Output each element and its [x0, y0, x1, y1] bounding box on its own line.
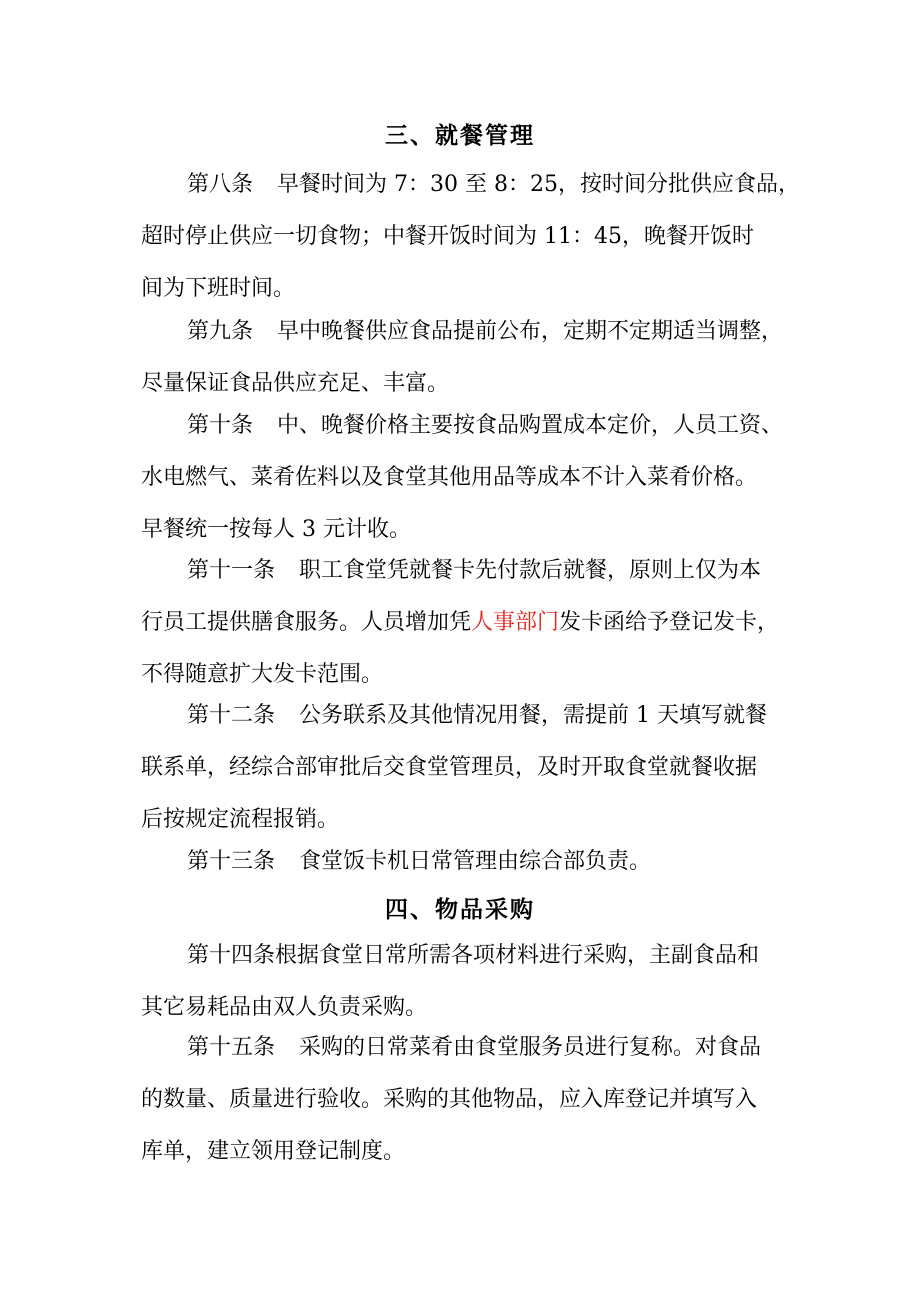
- article-10-text-1: 中、晚餐价格主要按食品购置成本定价，人员工资、: [277, 413, 784, 438]
- article-8-text-1: 早餐时间为 7：30 至 8：25，按时间分批供应食品，: [277, 172, 800, 197]
- article-8-label: 第八条: [187, 172, 254, 197]
- article-11-text-2a: 行员工提供膳食服务。人员增加凭: [141, 610, 472, 635]
- article-8-line-1: [141, 159, 801, 211]
- article-11-line-2: [141, 597, 801, 649]
- article-15-text-1: 采购的日常菜肴由食堂服务员进行复称。对食品: [299, 1035, 762, 1060]
- article-14-line-1: 第十四条根据食堂日常所需各项材料进行采购，主副食品和: [187, 943, 760, 968]
- article-11-text-1: 职工食堂凭就餐卡先付款后就餐，原则上仅为本: [299, 558, 762, 583]
- article-9-text-1: 早中晚餐供应食品提前公布，定期不定期适当调整，: [277, 319, 784, 344]
- section-heading-dining: 三、就餐管理: [385, 122, 535, 149]
- article-12-line-3: 后按规定流程报销。: [141, 807, 340, 832]
- article-9-line-2: 尽量保证食品供应充足、丰富。: [141, 371, 450, 396]
- article-10-line-2: 水电燃气、菜肴佐料以及食堂其他用品等成本不计入菜肴价格。: [141, 465, 758, 490]
- article-15-label: 第十五条: [187, 1035, 276, 1060]
- article-15: [141, 1022, 801, 1178]
- article-12-line-1: [141, 690, 801, 742]
- article-11-line-1: [141, 545, 801, 597]
- article-12-text-1: 公务联系及其他情况用餐，需提前 1 天填写就餐: [299, 703, 768, 728]
- article-14-line-2: 其它易耗品由双人负责采购。: [141, 995, 428, 1020]
- article-11-label: 第十一条: [187, 558, 276, 583]
- article-12-label: 第十二条: [187, 703, 276, 728]
- article-13-label: 第十三条: [187, 849, 276, 874]
- article-13-text-1: 食堂饭卡机日常管理由综合部负责。: [299, 849, 652, 874]
- article-11-line-3: 不得随意扩大发卡范围。: [141, 662, 384, 687]
- section-heading-procurement: 四、物品采购: [385, 896, 535, 923]
- article-13-line-1: [141, 836, 801, 888]
- article-15-line-3: 库单，建立领用登记制度。: [141, 1139, 406, 1164]
- article-9-label: 第九条: [187, 319, 254, 344]
- article-9: [141, 306, 801, 410]
- article-8: [141, 159, 801, 315]
- article-8-line-3: 间为下班时间。: [141, 276, 296, 301]
- article-10: [141, 400, 801, 556]
- article-15-line-2: 的数量、质量进行验收。采购的其他物品，应入库登记并填写入: [141, 1087, 758, 1112]
- article-12-line-2: 联系单，经综合部审批后交食堂管理员，及时开取食堂就餐收据: [141, 755, 758, 780]
- article-11: [141, 545, 801, 701]
- article-14: [141, 930, 801, 1034]
- article-8-line-2: 超时停止供应一切食物；中餐开饭时间为 11：45，晚餐开饭时: [141, 224, 754, 249]
- article-10-line-1: [141, 400, 801, 452]
- article-9-line-1: [141, 306, 801, 358]
- article-13: [141, 836, 801, 888]
- article-12: [141, 690, 801, 846]
- article-11-text-2b: 发卡函给予登记发卡，: [559, 610, 780, 635]
- hr-department-highlight: 人事部门: [471, 610, 560, 635]
- article-15-line-1: [141, 1022, 801, 1074]
- article-10-label: 第十条: [187, 413, 254, 438]
- article-10-line-3: 早餐统一按每人 3 元计收。: [141, 517, 411, 542]
